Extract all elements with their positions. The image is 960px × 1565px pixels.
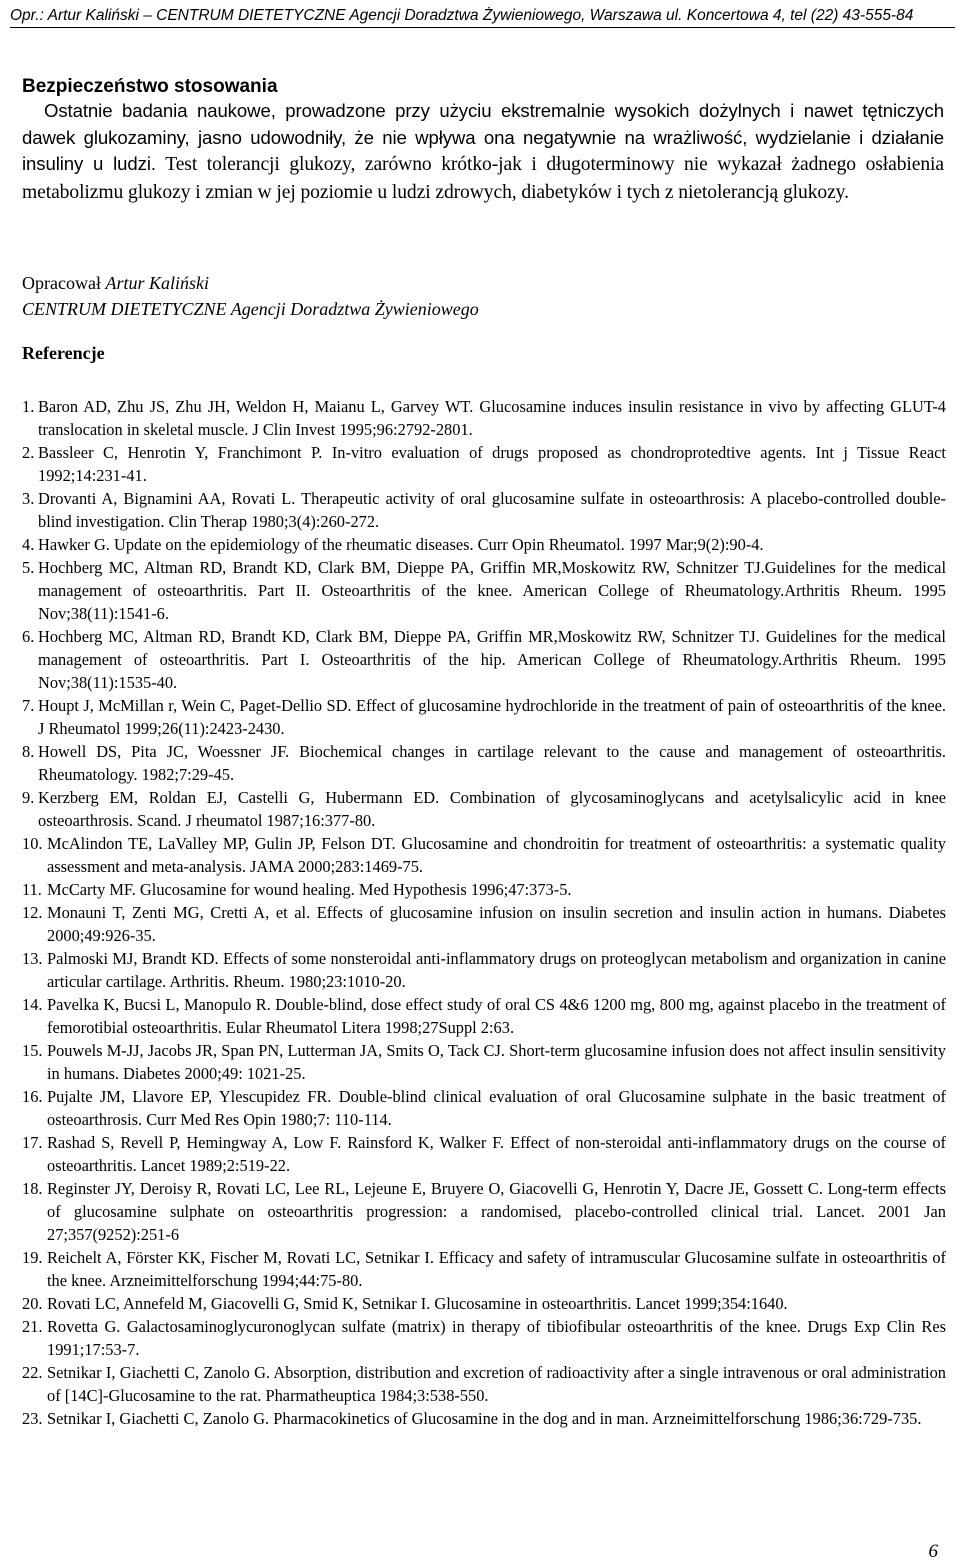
reference-number: 5. (22, 558, 35, 577)
author-line (22, 270, 944, 296)
paragraph-part-2: Test tolerancji glukozy, zarówno krótko-jak i długoterminowy nie wykazał żadnego osłabienia metabolizmu glukozy i zmian w jej poziomie u ludzi zdrowych, diabetyków i tych z nietolerancją glukozy. (22, 154, 945, 203)
reference-number: 9. (22, 788, 35, 807)
reference-text: McCarty MF. Glucosamine for wound healing. Med Hypothesis 1996;47:373-5. (47, 880, 572, 899)
safety-section (22, 76, 944, 206)
author-organization: CENTRUM DIETETYCZNE Agencji Doradztwa Żywieniowego (22, 299, 479, 319)
reference-item (22, 395, 946, 441)
reference-number: 11. (22, 880, 42, 899)
header-text: Opr.: Artur Kaliński – CENTRUM DIETETYCZNE Agencji Doradztwa Żywieniowego, Warszawa ul. Koncertowa 4, tel (22) 43-555-84 (10, 7, 914, 24)
reference-number: 19. (22, 1248, 43, 1267)
reference-text: Rovetta G. Galactosaminoglycuronoglycan sulfate (matrix) in therapy of tibiofibular osteoarthritis of the knee. Drugs Exp Clin Res 1991;17:53-7. (47, 1317, 946, 1359)
reference-number: 21. (22, 1317, 43, 1336)
reference-number: 20. (22, 1294, 43, 1313)
reference-item (22, 832, 946, 878)
page-number: 6 (928, 1541, 938, 1562)
reference-item (22, 1315, 946, 1361)
reference-item (22, 786, 946, 832)
reference-item (22, 556, 946, 625)
reference-item (22, 487, 946, 533)
reference-text: Monauni T, Zenti MG, Cretti A, et al. Effects of glucosamine infusion on insulin secretion and insulin action in humans. Diabetes 2000;49:926-35. (47, 903, 946, 945)
reference-text: Setnikar I, Giachetti C, Zanolo G. Pharmacokinetics of Glucosamine in the dog and in man. Arzneimittelforschung 1986;36:729-735. (47, 1409, 922, 1428)
reference-text: Hawker G. Update on the epidemiology of the rheumatic diseases. Curr Opin Rheumatol. 1997 Mar;9(2):90-4. (38, 535, 764, 554)
reference-number: 10. (22, 834, 43, 853)
reference-text: Pujalte JM, Llavore EP, Ylescupidez FR. Double-blind clinical evaluation of oral Glucosamine sulphate in the basic treatment of osteoarthrosis. Curr Med Res Opin 1980;7: 110-114. (47, 1087, 946, 1129)
reference-item (22, 1246, 946, 1292)
reference-item (22, 947, 946, 993)
reference-item (22, 625, 946, 694)
author-name: Artur Kaliński (105, 273, 209, 293)
reference-item (22, 1292, 946, 1315)
header-rule (10, 27, 955, 28)
reference-number: 2. (22, 443, 35, 462)
section-title: Bezpieczeństwo stosowania (22, 76, 278, 97)
references-title: Referencje (22, 343, 105, 363)
reference-text: Bassleer C, Henrotin Y, Franchimont P. In-vitro evaluation of drugs proposed as chondroprotedtive agents. Int j Tissue React 1992;14:231-41. (38, 443, 946, 485)
reference-number: 23. (22, 1409, 43, 1428)
reference-number: 3. (22, 489, 35, 508)
reference-text: Reichelt A, Förster KK, Fischer M, Rovati LC, Setnikar I. Efficacy and safety of intramuscular Glucosamine sulfate in osteoarthritis of the knee. Arzneimittelforschung 1994;44:75-80. (47, 1248, 946, 1290)
reference-text: Reginster JY, Deroisy R, Rovati LC, Lee RL, Lejeune E, Bruyere O, Giacovelli G, Henrotin Y, Dacre JE, Gossett C. Long-term effects of glucosamine sulphate on osteoarthritis progression: a randomised, placebo-controlled clinical trial. Lancet. 2001 Jan 27;357(9252):251-6 (47, 1179, 946, 1244)
reference-text: Pavelka K, Bucsi L, Manopulo R. Double-blind, dose effect study of oral CS 4&6 1200 mg, 800 mg, against placebo in the treatment of femorotibial osteoarthritis. Eular Rheumatol Litera 1998;27Suppl 2:63. (47, 995, 946, 1037)
reference-text: Rashad S, Revell P, Hemingway A, Low F. Rainsford K, Walker F. Effect of non-steroidal anti-inflammatory drugs on the course of osteoarthritis. Lancet 1989;2:519-22. (47, 1133, 946, 1175)
reference-text: Rovati LC, Annefeld M, Giacovelli G, Smid K, Setnikar I. Glucosamine in osteoarthritis. Lancet 1999;354:1640. (47, 1294, 788, 1313)
reference-item (22, 1177, 946, 1246)
reference-item (22, 441, 946, 487)
reference-item (22, 694, 946, 740)
reference-text: Drovanti A, Bignamini AA, Rovati L. Therapeutic activity of oral glucosamine sulfate in osteoarthrosis: A placebo-controlled double-blind investigation. Clin Therap 1980;3(4):260-272. (38, 489, 946, 531)
reference-number: 1. (22, 397, 35, 416)
reference-item (22, 533, 946, 556)
reference-number: 13. (22, 949, 43, 968)
reference-item (22, 878, 946, 901)
reference-number: 22. (22, 1363, 43, 1382)
reference-number: 17. (22, 1133, 43, 1152)
reference-text: McAlindon TE, LaValley MP, Gulin JP, Felson DT. Glucosamine and chondroitin for treatment of osteoarthritis: a systematic quality assessment and meta-analysis. JAMA 2000;283:1469-75. (47, 834, 946, 876)
reference-text: Houpt J, McMillan r, Wein C, Paget-Dellio SD. Effect of glucosamine hydrochloride in the treatment of pain of osteoarthritis of the knee. J Rheumatol 1999;26(11):2423-2430. (38, 696, 946, 738)
author-prefix: Opracował (22, 273, 106, 293)
reference-number: 16. (22, 1087, 43, 1106)
references-list (22, 395, 946, 1430)
reference-text: Howell DS, Pita JC, Woessner JF. Biochemical changes in cartilage relevant to the cause and management of osteoarthritis. Rheumatology. 1982;7:29-45. (38, 742, 946, 784)
section-paragraph (22, 98, 944, 206)
reference-item (22, 901, 946, 947)
reference-number: 6. (22, 627, 35, 646)
reference-item (22, 1131, 946, 1177)
reference-item (22, 1361, 946, 1407)
page-header (10, 6, 955, 25)
reference-text: Hochberg MC, Altman RD, Brandt KD, Clark BM, Dieppe PA, Griffin MR,Moskowitz RW, Schnitzer TJ. Guidelines for the medical management of osteoarthritis. Part I. Osteoarthritis of the hip. American College of Rheumatology.Arthritis Rheum. 1995 Nov;38(11):1535-40. (38, 627, 946, 692)
reference-text: Setnikar I, Giachetti C, Zanolo G. Absorption, distribution and excretion of radioactivity after a single intravenous or oral administration of [14C]-Glucosamine to the rat. Pharmatheuptica 1984;3:538-550. (47, 1363, 946, 1405)
reference-text: Pouwels M-JJ, Jacobs JR, Span PN, Lutterman JA, Smits O, Tack CJ. Short-term glucosamine infusion does not affect insulin sensitivity in humans. Diabetes 2000;49: 1021-25. (47, 1041, 946, 1083)
reference-number: 18. (22, 1179, 43, 1198)
reference-number: 4. (22, 535, 35, 554)
reference-number: 14. (22, 995, 43, 1014)
reference-item (22, 1407, 946, 1430)
reference-number: 15. (22, 1041, 43, 1060)
author-block (22, 270, 944, 322)
reference-item (22, 993, 946, 1039)
reference-text: Baron AD, Zhu JS, Zhu JH, Weldon H, Maianu L, Garvey WT. Glucosamine induces insulin resistance in vivo by affecting GLUT-4 translocation in skeletal muscle. J Clin Invest 1995;96:2792-2801. (38, 397, 946, 439)
reference-text: Hochberg MC, Altman RD, Brandt KD, Clark BM, Dieppe PA, Griffin MR,Moskowitz RW, Schnitzer TJ.Guidelines for the medical management of osteoarthritis. Part II. Osteoarthritis of the knee. American College of Rheumatology.Arthritis Rheum. 1995 Nov;38(11):1541-6. (38, 558, 946, 623)
reference-item (22, 1039, 946, 1085)
reference-number: 8. (22, 742, 35, 761)
paragraph-part-1: Ostatnie badania naukowe, prowadzone przy użyciu ekstremalnie wysokich dożylnych i nawet tętniczych dawek glukozaminy, jasno udowodniły, że nie wpływa ona negatywnie na wrażliwość, wydzielanie i działanie insuliny u ludzi. (22, 100, 944, 174)
reference-number: 12. (22, 903, 43, 922)
reference-number: 7. (22, 696, 35, 715)
reference-text: Palmoski MJ, Brandt KD. Effects of some nonsteroidal anti-inflammatory drugs on proteoglycan metabolism and organization in canine articular cartilage. Arthritis. Rheum. 1980;23:1010-20. (47, 949, 946, 991)
reference-text: Kerzberg EM, Roldan EJ, Castelli G, Hubermann ED. Combination of glycosaminoglycans and acetylsalicylic acid in knee osteoarthrosis. Scand. J rheumatol 1987;16:377-80. (38, 788, 946, 830)
reference-item (22, 740, 946, 786)
reference-item (22, 1085, 946, 1131)
